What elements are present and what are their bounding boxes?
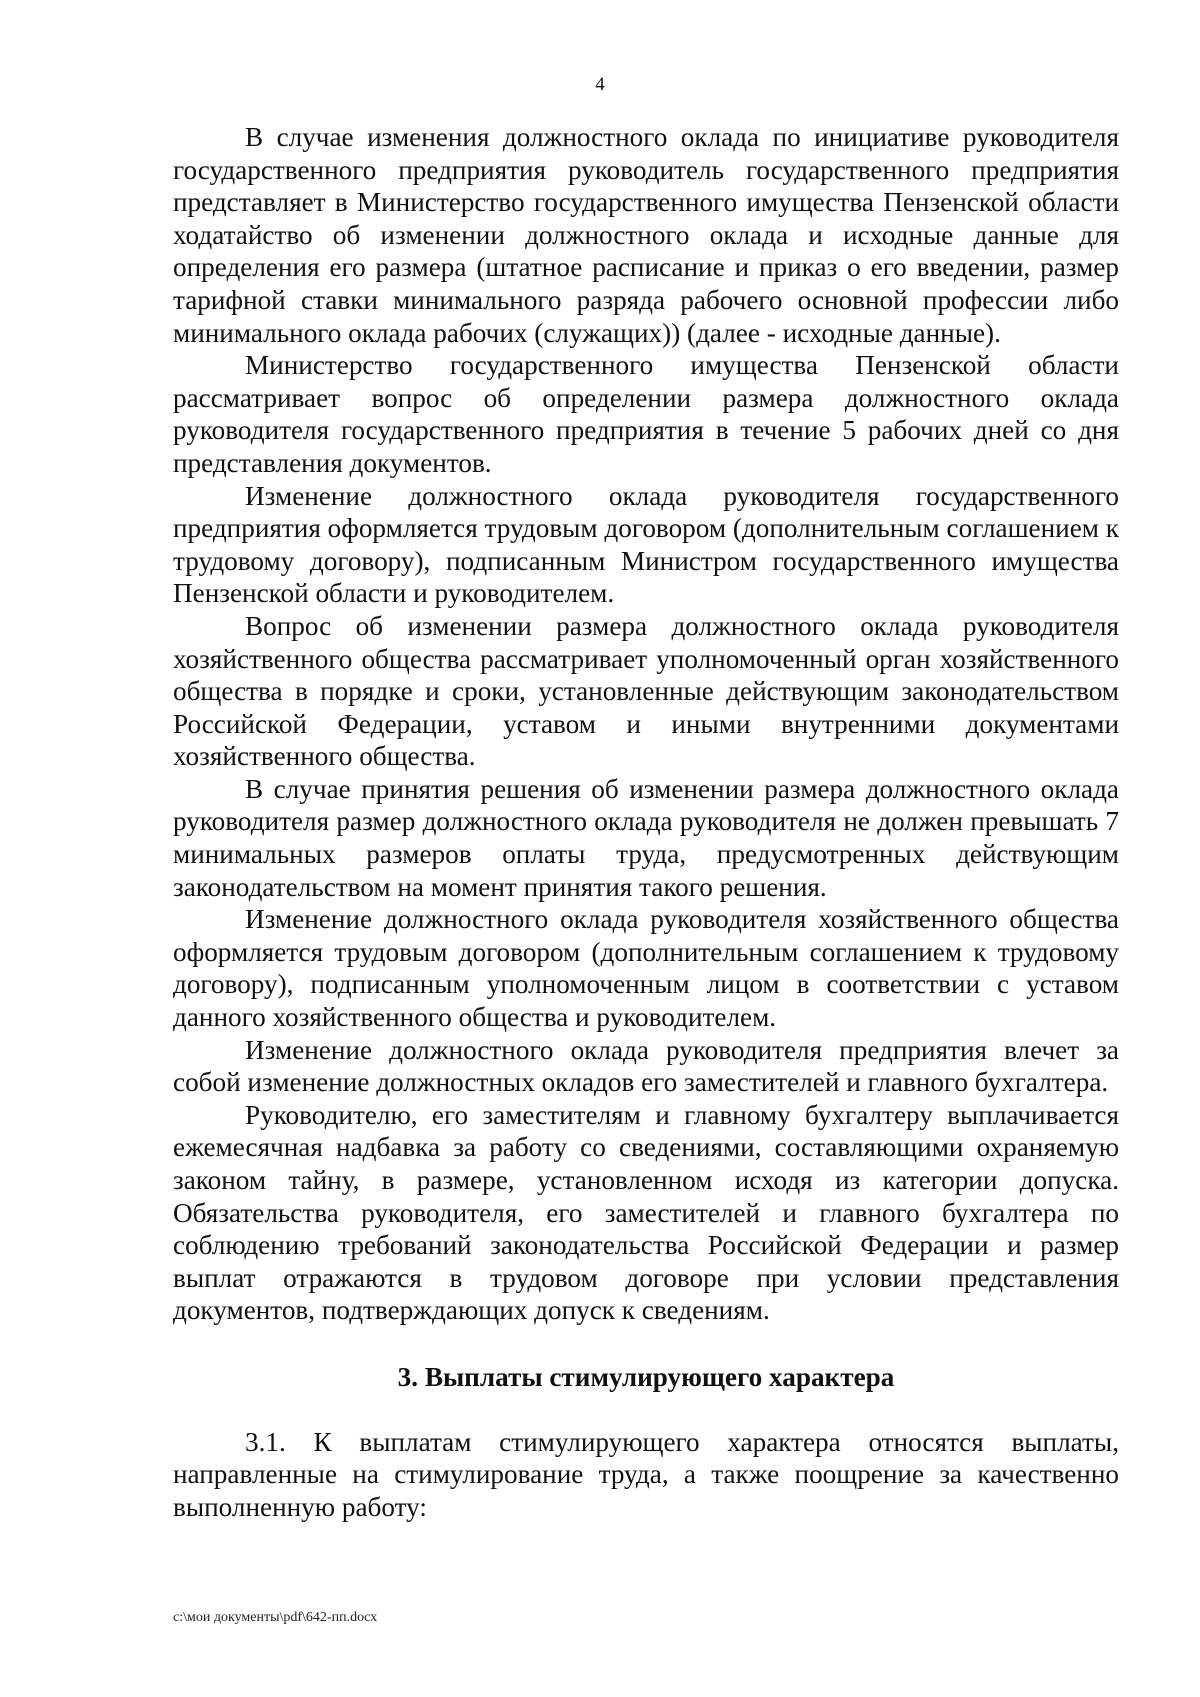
paragraph: Изменение должностного оклада руководителя государственного предприятия оформляется трудовым договором (дополнительным соглашением к трудовому договору), подписанным Министром государственного имущества Пензенской области и руководителем. [173, 480, 1119, 609]
page-number: 4 [595, 74, 605, 95]
paragraph: 3.1. К выплатам стимулирующего характера относятся выплаты, направленные на стимулирование труда, а также поощрение за качественно выполненную работу: [173, 1426, 1119, 1522]
paragraph: Изменение должностного оклада руководителя хозяйственного общества оформляется трудовым договором (дополнительным соглашением к трудовому договору), подписанным уполномоченным лицом в соответствии с уставом данного хозяйственного общества и руководителем. [173, 904, 1119, 1033]
document-body [173, 121, 1119, 1523]
paragraph: Руководителю, его заместителям и главному бухгалтеру выплачивается ежемесячная надбавка за работу со сведениями, составляющими охраняемую законом тайну, в размере, установленном исходя из категории допуска. Обязательства руководителя, его заместителей и главного бухгалтера по соблюдению требований законодательства Российской Федерации и размер выплат отражаются в трудовом договоре при условии представления документов, подтверждающих допуск к сведениям. [173, 1099, 1119, 1326]
footer-file-path: c:\мои документы\pdf\642-пп.docx [173, 1610, 378, 1625]
paragraph: В случае принятия решения об изменении размера должностного оклада руководителя размер должностного оклада руководителя не должен превышать 7 минимальных размеров оплаты труда, предусмотренных действующим законодательством на момент принятия такого решения. [173, 773, 1119, 902]
paragraph: Изменение должностного оклада руководителя предприятия влечет за собой изменение должностных окладов его заместителей и главного бухгалтера. [173, 1034, 1119, 1098]
section-heading: 3. Выплаты стимулирующего характера [397, 1361, 895, 1392]
paragraph: В случае изменения должностного оклада по инициативе руководителя государственного предприятия руководитель государственного предприятия представляет в Министерство государственного имущества Пензенской области ходатайство об изменении должностного оклада и исходные данные для определения его размера (штатное расписание и приказ о его введении, размер тарифной ставки минимального разряда рабочего основной профессии либо минимального оклада рабочих (служащих)) (далее - исходные данные). [173, 122, 1119, 348]
paragraph: Вопрос об изменении размера должностного оклада руководителя хозяйственного общества рассматривает уполномоченный орган хозяйственного общества в порядке и сроки, установленные действующим законодательством Российской Федерации, уставом и иными внутренними документами хозяйственного общества. [173, 610, 1119, 772]
paragraph: Министерство государственного имущества Пензенской области рассматривает вопрос об определении размера должностного оклада руководителя государственного предприятия в течение 5 рабочих дней со дня представления документов. [173, 350, 1119, 478]
